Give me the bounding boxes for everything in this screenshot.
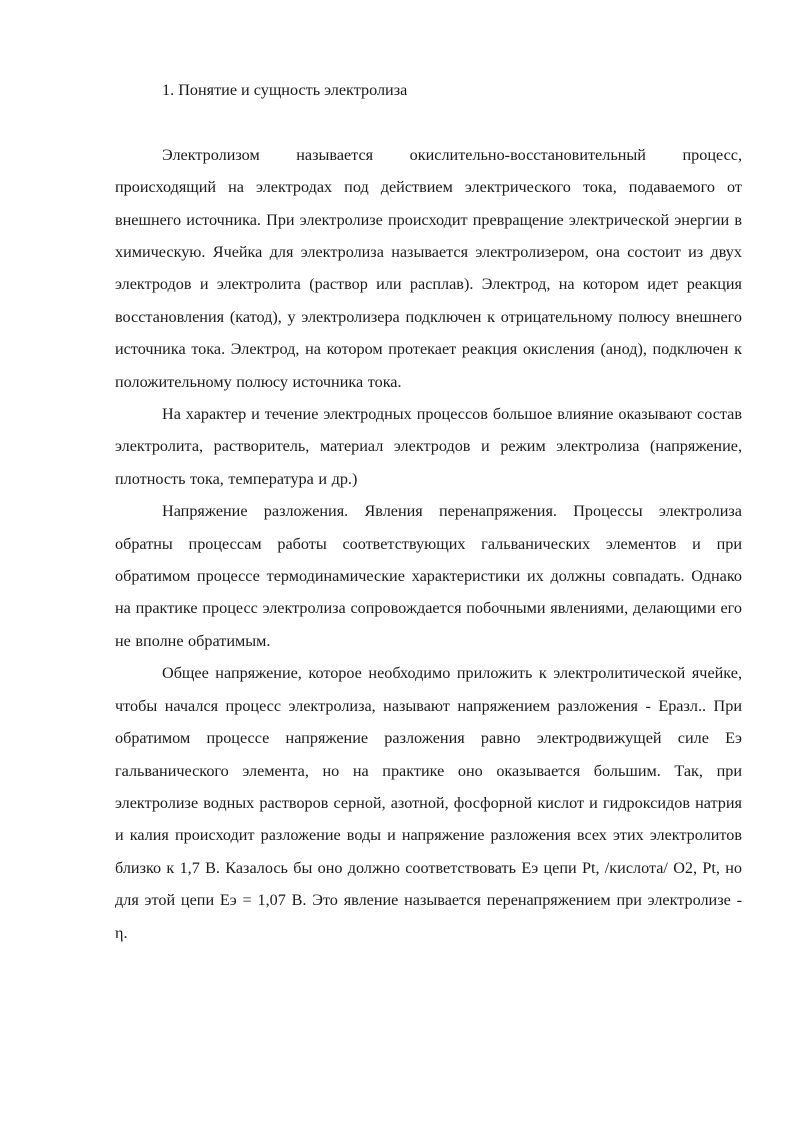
paragraph-overvoltage: Общее напряжение, которое необходимо приложить к электролитической ячейке, чтобы начался процесс электролиза, называют напряжением разложения - Еразл.. При обратимом процессе напряжение разложения равно электродвижущей силе Еэ гальванического элемента, но на практике оно оказывается большим. Так, при электролизе водных растворов серной, азотной, фосфорной кислот и гидроксидов натрия и калия происходит разложение воды и напряжение разложения всех этих электролитов близко к 1,7 В. Казалось бы оно должно соответствовать Еэ цепи Pt, /кислота/ O2, Pt, но для этой цепи Еэ = 1,07 В. Это явление называется перенапряжением при электролизе - η. — [115, 664, 742, 942]
document-body — [115, 74, 742, 949]
paragraph-electrode-process-factors: На характер и течение электродных процессов большое влияние оказывают состав электролита, растворитель, материал электродов и режим электролиза (напряжение, плотность тока, температура и др.) — [115, 405, 742, 488]
paragraph-decomposition-voltage: Напряжение разложения. Явления перенапряжения. Процессы электролиза обратны процессам работы соответствующих гальванических элементов и при обратимом процессе термодинамические характеристики их должны совпадать. Однако на практике процесс электролиза сопровождается побочными явлениями, делающими его не вполне обратимым. — [115, 502, 742, 650]
paragraph-electrolysis-definition: Электролизом называется окислительно-восстановительный процесс, происходящий на электродах под действием электрического тока, подаваемого от внешнего источника. При электролизе происходит превращение электрической энергии в химическую. Ячейка для электролиза называется электролизером, она состоит из двух электродов и электролита (раствор или расплав). Электрод, на котором идет реакция восстановления (катод), у электролизера подключен к отрицательному полюсу внешнего источника тока. Электрод, на котором протекает реакция окисления (анод), подключен к положительному полюсу источника тока. — [115, 145, 742, 391]
heading-spacer — [115, 106, 742, 138]
section-heading: 1. Понятие и сущность электролиза — [162, 81, 408, 99]
